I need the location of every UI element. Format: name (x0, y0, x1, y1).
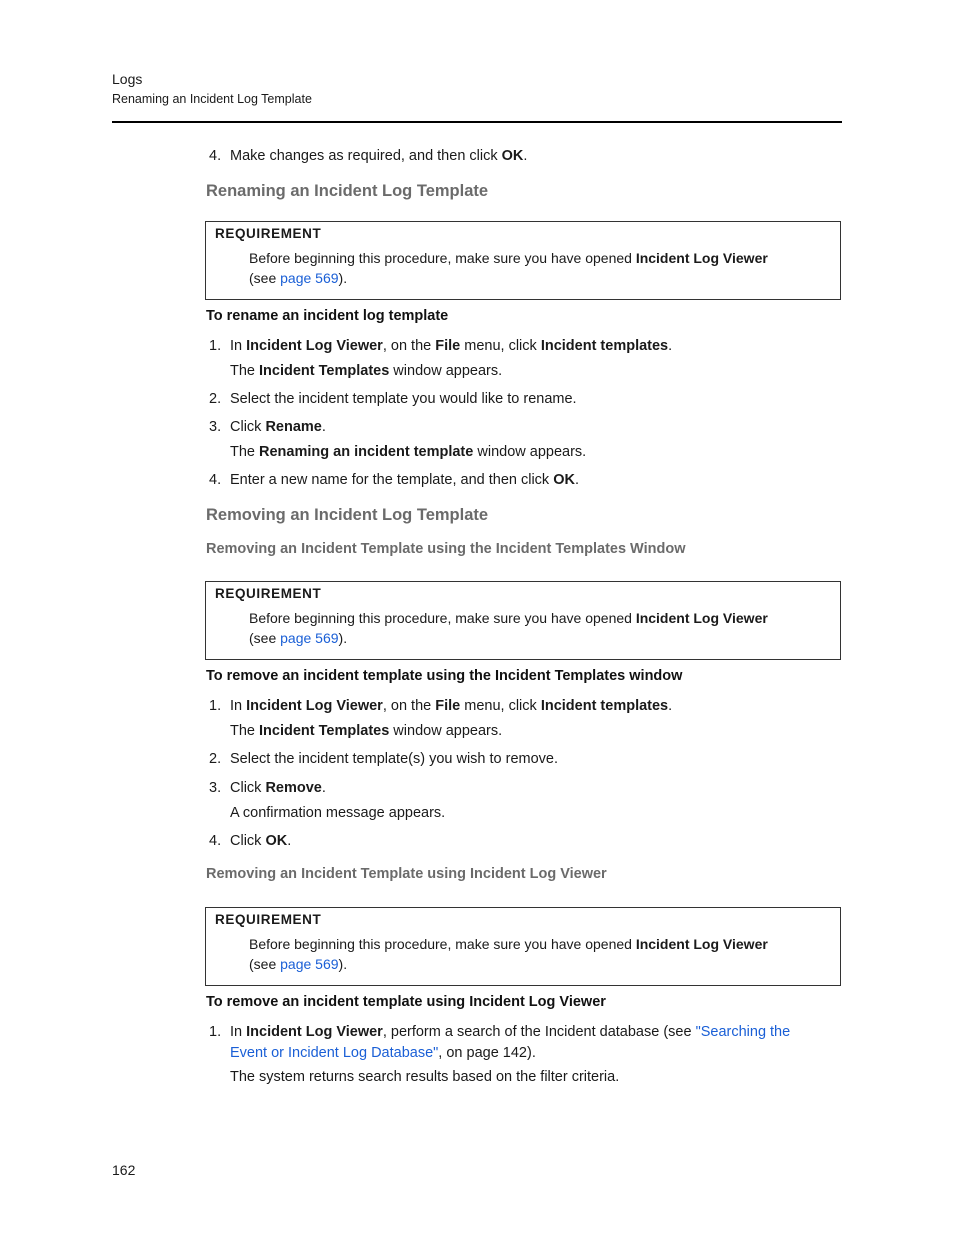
procedure-title: To remove an incident template using the Incident Templates window (206, 668, 683, 684)
step-text: Click Remove. (230, 780, 326, 796)
header-rule (112, 121, 842, 123)
procedure-title: To remove an incident template using Incident Log Viewer (206, 994, 606, 1010)
step-text: In Incident Log Viewer, perform a search of the Incident database (see "Searching the (230, 1024, 791, 1040)
step-text: Select the incident template(s) you wish to remove. (230, 751, 559, 767)
page-link[interactable]: page 569 (280, 630, 339, 646)
step-number: 4. (209, 472, 222, 488)
step-result: A confirmation message appears. (230, 805, 446, 821)
step-result: The Renaming an incident template window appears. (230, 444, 587, 460)
requirement-label: REQUIREMENT (215, 912, 322, 927)
step-text-continued: Event or Incident Log Database", on page 142). (230, 1045, 536, 1061)
step-result: The Incident Templates window appears. (230, 363, 503, 379)
cross-reference-link[interactable]: Event or Incident Log Database" (230, 1045, 439, 1061)
running-header-subtitle: Renaming an Incident Log Template (112, 92, 312, 106)
step-number: 4. (209, 148, 222, 164)
step-number: 3. (209, 419, 222, 435)
subsection-heading: Removing an Incident Template using Incident Log Viewer (206, 866, 607, 882)
page-link[interactable]: page 569 (280, 956, 339, 972)
step-text: Make changes as required, and then click OK. (230, 148, 528, 164)
requirement-box (205, 907, 841, 986)
step-number: 3. (209, 780, 222, 796)
requirement-box (205, 581, 841, 660)
step-result: The Incident Templates window appears. (230, 723, 503, 739)
requirement-label: REQUIREMENT (215, 586, 322, 601)
step-text: In Incident Log Viewer, on the File menu, click Incident templates. (230, 338, 673, 354)
requirement-see: (see page 569). (249, 270, 348, 286)
step-text: Click Rename. (230, 419, 326, 435)
requirement-text: Before beginning this procedure, make sure you have opened Incident Log Viewer (249, 936, 768, 952)
step-text: Enter a new name for the template, and then click OK. (230, 472, 579, 488)
section-heading: Renaming an Incident Log Template (206, 182, 489, 200)
cross-reference-link[interactable]: "Searching the (695, 1024, 791, 1040)
step-text: Click OK. (230, 833, 292, 849)
page-link[interactable]: page 569 (280, 270, 339, 286)
step-number: 1. (209, 698, 222, 714)
step-number: 2. (209, 391, 222, 407)
requirement-see: (see page 569). (249, 630, 348, 646)
step-number: 2. (209, 751, 222, 767)
requirement-box (205, 221, 841, 300)
step-text: In Incident Log Viewer, on the File menu, click Incident templates. (230, 698, 673, 714)
step-result: The system returns search results based on the filter criteria. (230, 1069, 620, 1085)
subsection-heading: Removing an Incident Template using the Incident Templates Window (206, 541, 686, 557)
section-heading: Removing an Incident Log Template (206, 506, 489, 524)
step-number: 4. (209, 833, 222, 849)
step-text: Select the incident template you would like to rename. (230, 391, 577, 407)
procedure-title: To rename an incident log template (206, 308, 449, 324)
step-number: 1. (209, 338, 222, 354)
requirement-label: REQUIREMENT (215, 226, 322, 241)
requirement-see: (see page 569). (249, 956, 348, 972)
requirement-text: Before beginning this procedure, make sure you have opened Incident Log Viewer (249, 610, 768, 626)
page-number: 162 (112, 1162, 136, 1178)
step-number: 1. (209, 1024, 222, 1040)
requirement-text: Before beginning this procedure, make sure you have opened Incident Log Viewer (249, 250, 768, 266)
running-header-section: Logs (112, 71, 143, 87)
